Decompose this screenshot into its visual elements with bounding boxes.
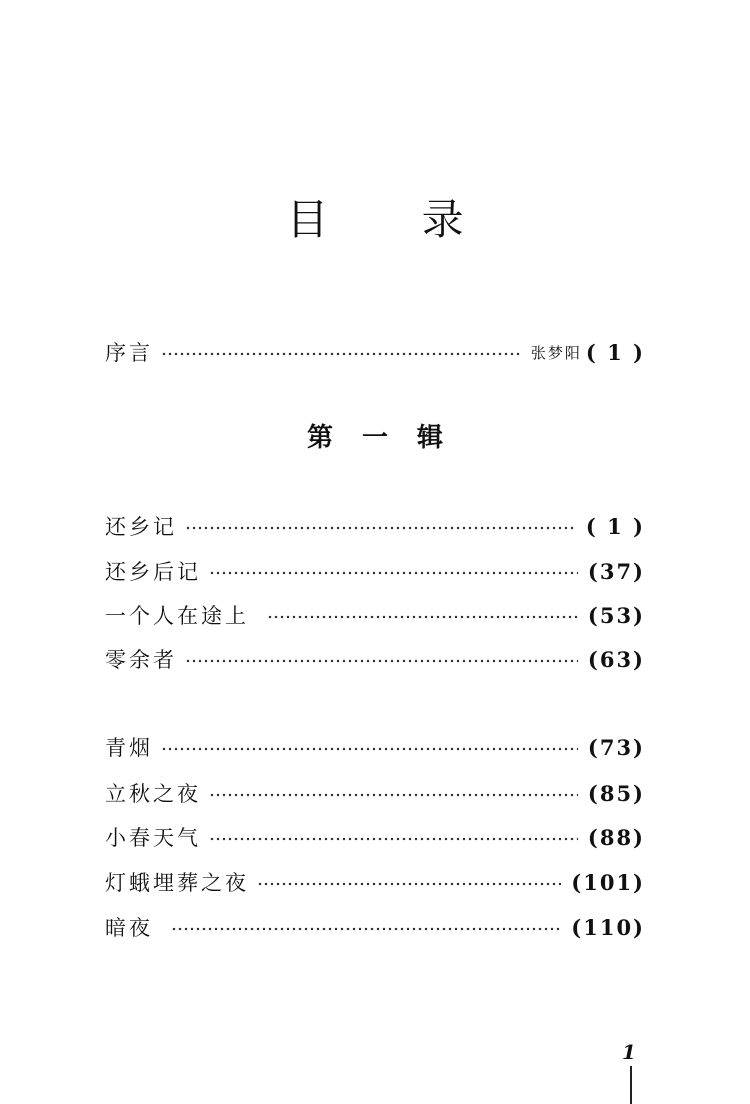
toc-entry[interactable] [105, 729, 645, 765]
toc-entry-page: (73) [587, 734, 645, 760]
toc-entry-page: (101) [571, 869, 645, 895]
dot-leader [209, 793, 578, 797]
page-number: 1 [622, 1040, 636, 1064]
toc-entry-page: ( 1 ) [585, 339, 645, 365]
toc-entry-page: (53) [587, 602, 645, 628]
dot-leader [209, 571, 578, 575]
page-edge-line [630, 1066, 632, 1104]
toc-entry[interactable] [105, 641, 645, 677]
dot-leader [267, 615, 578, 619]
toc-entry-title: 零余者 [105, 648, 177, 672]
toc-entry[interactable] [105, 864, 645, 900]
toc-entry-page: ( 1 ) [585, 513, 645, 539]
dot-leader [161, 352, 521, 356]
toc-entry[interactable] [105, 819, 645, 855]
toc-entry-title: 一个人在途上 [105, 604, 249, 628]
toc-entry-title: 还乡后记 [105, 560, 201, 584]
toc-entry[interactable] [105, 909, 645, 945]
page-title: 目 录 [286, 195, 504, 244]
toc-entry-page: (37) [587, 558, 645, 584]
toc-entry[interactable] [105, 775, 645, 811]
dot-leader [257, 882, 561, 886]
dot-leader [185, 526, 576, 530]
toc-entry-page: (110) [571, 914, 645, 940]
toc-entry-title: 青烟 [105, 736, 153, 760]
toc-entry-page: (85) [587, 780, 645, 806]
toc-entry[interactable] [105, 508, 645, 544]
toc-entry-title: 立秋之夜 [105, 782, 201, 806]
toc-entry[interactable] [105, 553, 645, 589]
toc-entry-author: 张梦阳 [530, 343, 582, 362]
dot-leader [209, 837, 578, 841]
dot-leader [161, 747, 578, 751]
toc-entry-title: 暗夜 [105, 916, 153, 940]
toc-entry-title: 小春天气 [105, 826, 201, 850]
dot-leader [171, 927, 561, 931]
toc-entry-page: (88) [587, 824, 645, 850]
toc-entry-title: 灯蛾埋葬之夜 [105, 871, 249, 895]
toc-entry-page: (63) [587, 646, 645, 672]
dot-leader [185, 659, 578, 663]
toc-entry-title: 还乡记 [105, 515, 177, 539]
toc-entry[interactable] [105, 597, 645, 633]
toc-entry-title: 序言 [105, 341, 153, 365]
section-title: 第 一 辑 [306, 423, 454, 453]
toc-entry-preface[interactable] [105, 334, 645, 370]
